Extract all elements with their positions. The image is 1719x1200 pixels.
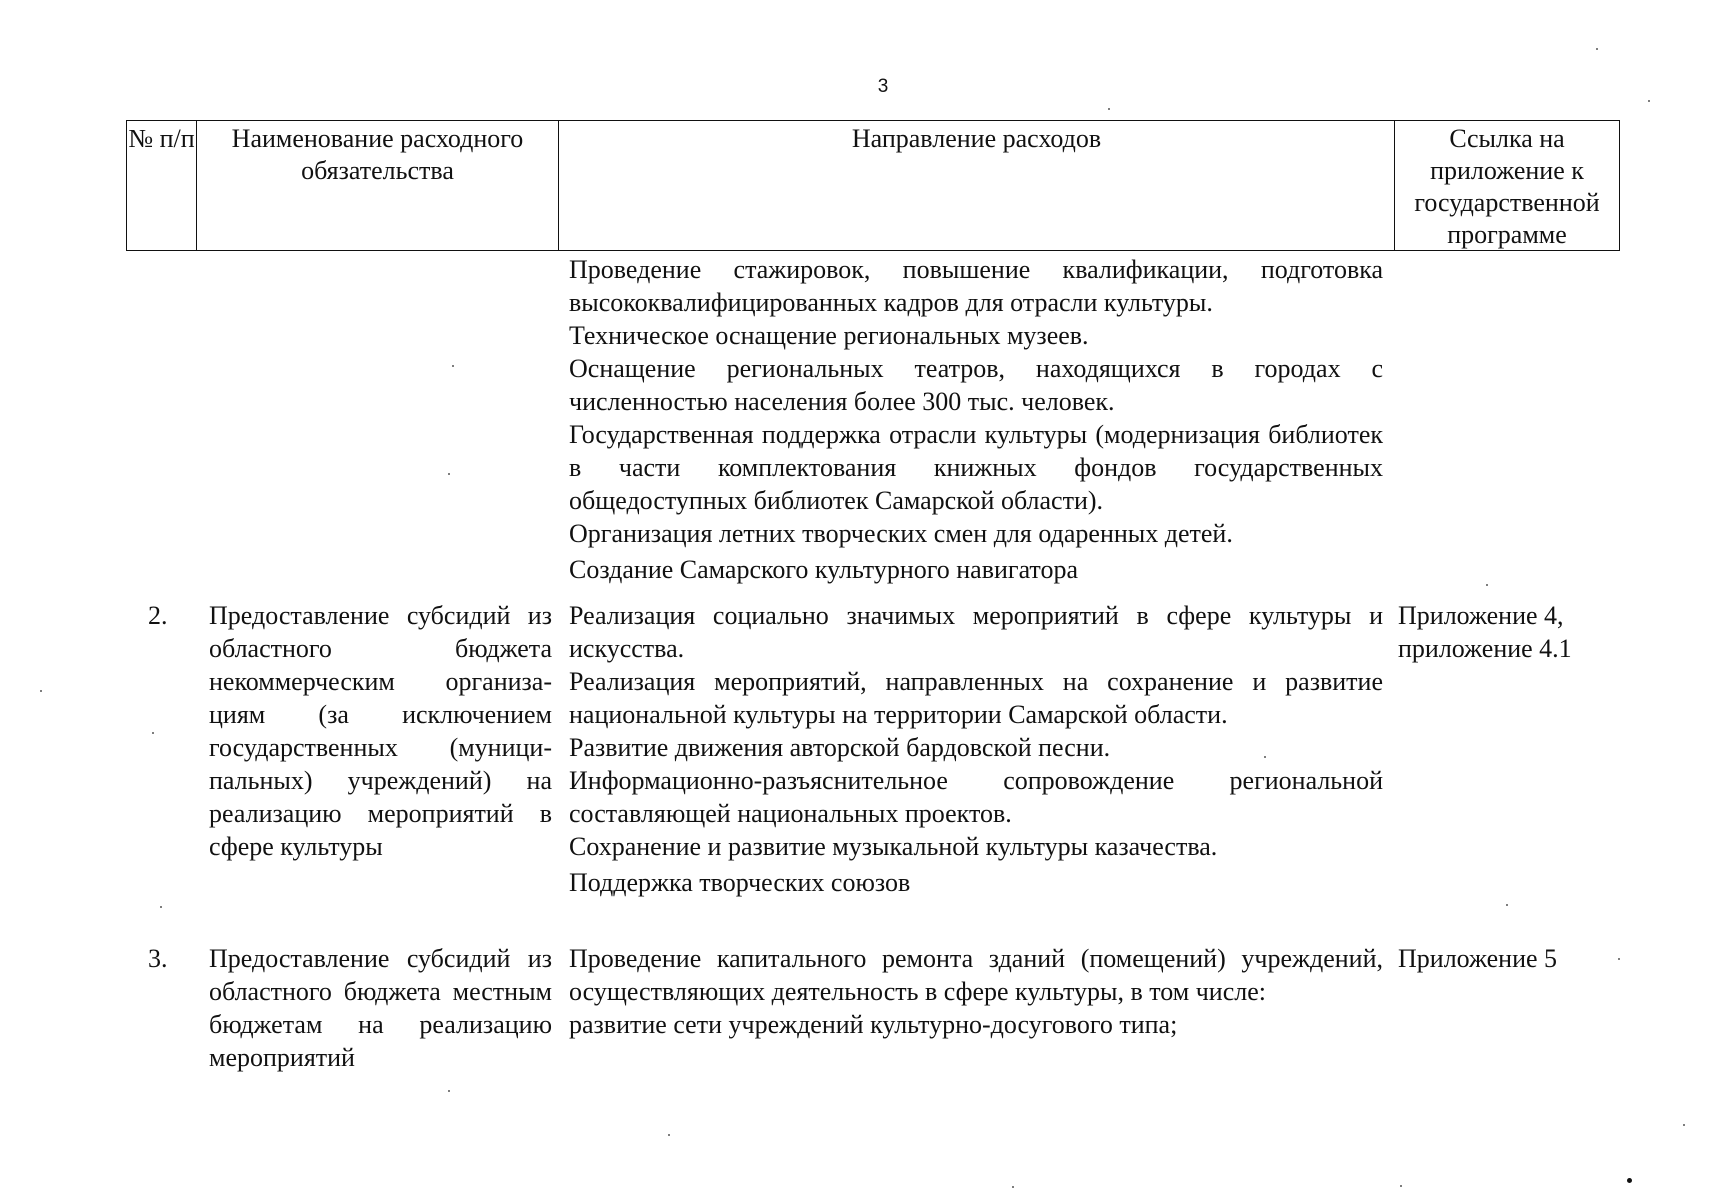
scan-speck — [1264, 756, 1266, 758]
scan-speck — [1506, 904, 1508, 906]
directions-cell — [569, 253, 1383, 586]
scan-speck — [1648, 100, 1650, 102]
scan-speck — [1108, 108, 1110, 110]
row-number: 2. — [148, 601, 168, 630]
directions-cell — [569, 942, 1383, 1041]
scan-speck — [448, 1090, 450, 1092]
header-number-column: № п/п — [127, 121, 197, 250]
page-number: 3 — [877, 76, 889, 97]
scan-speck — [452, 365, 454, 367]
scan-speck — [40, 690, 42, 692]
direction-item: Реализация мероприятий, направленных на сохранение и развитие национальной культуры на территории Самарской области. — [569, 667, 1383, 729]
scan-speck — [1618, 958, 1620, 960]
header-reference-column: Ссылка на приложение к государственной программе — [1414, 124, 1600, 249]
direction-item: Реализация социально значимых мероприятий в сфере культуры и искусства. — [569, 601, 1383, 663]
direction-item: Развитие движения авторской бардовской песни. — [569, 733, 1111, 762]
direction-item: Поддержка творческих союзов — [569, 868, 911, 897]
direction-item: Сохранение и развитие музыкальной культуры казачества. — [569, 832, 1218, 861]
direction-item: Техническое оснащение региональных музеев. — [569, 321, 1089, 350]
direction-item: Проведение капитального ремонта зданий (помещений) учреждений, осуществляющих деятельность в сфере культуры, в том числе: — [569, 944, 1383, 1006]
directions-cell — [569, 599, 1383, 899]
direction-item: развитие сети учреждений культурно-досугового типа; — [569, 1010, 1178, 1039]
scan-speck — [1486, 584, 1488, 586]
table-header — [126, 120, 1620, 251]
direction-item: Государственная поддержка отрасли культуры (модернизация библиотек в части комплектования книжных фондов государственных общедоступных библиотек Самарской области). — [569, 420, 1383, 515]
header-expense-direction-column: Направление расходов — [559, 121, 1395, 250]
scan-speck — [1683, 1124, 1685, 1126]
obligation-name: Предоставление субсидий из областного бюджета некоммерческим организа-циям (за исключением государственных (муници-пальных) учреждений) на реализацию мероприятий в сфере культуры — [209, 601, 552, 861]
appendix-reference: Приложение 5 — [1398, 944, 1558, 973]
direction-item: Информационно-разъяснительное сопровождение региональной составляющей национальных проектов. — [569, 766, 1383, 828]
header-obligation-name-column: Наименование расходного обязательства — [197, 121, 559, 250]
scan-speck — [1400, 1185, 1402, 1187]
direction-item: Организация летних творческих смен для одаренных детей. — [569, 519, 1233, 548]
scan-speck — [160, 906, 162, 908]
scan-speck — [1627, 1178, 1632, 1183]
scan-speck — [152, 732, 154, 734]
appendix-reference: Приложение 4, приложение 4.1 — [1398, 601, 1572, 663]
scan-speck — [1012, 1186, 1014, 1188]
direction-item: Проведение стажировок, повышение квалификации, подготовка высококвалифицированных кадров для отрасли культуры. — [569, 255, 1383, 317]
scan-speck — [448, 473, 450, 475]
direction-item: Оснащение региональных театров, находящихся в городах с численностью населения более 300 тыс. человек. — [569, 354, 1383, 416]
row-number: 3. — [148, 944, 168, 973]
scan-speck — [1596, 48, 1598, 50]
scan-speck — [668, 1134, 670, 1136]
obligation-name: Предоставление субсидий из областного бюджета местным бюджетам на реализацию мероприятий — [209, 944, 552, 1072]
direction-item: Создание Самарского культурного навигатора — [569, 555, 1078, 584]
